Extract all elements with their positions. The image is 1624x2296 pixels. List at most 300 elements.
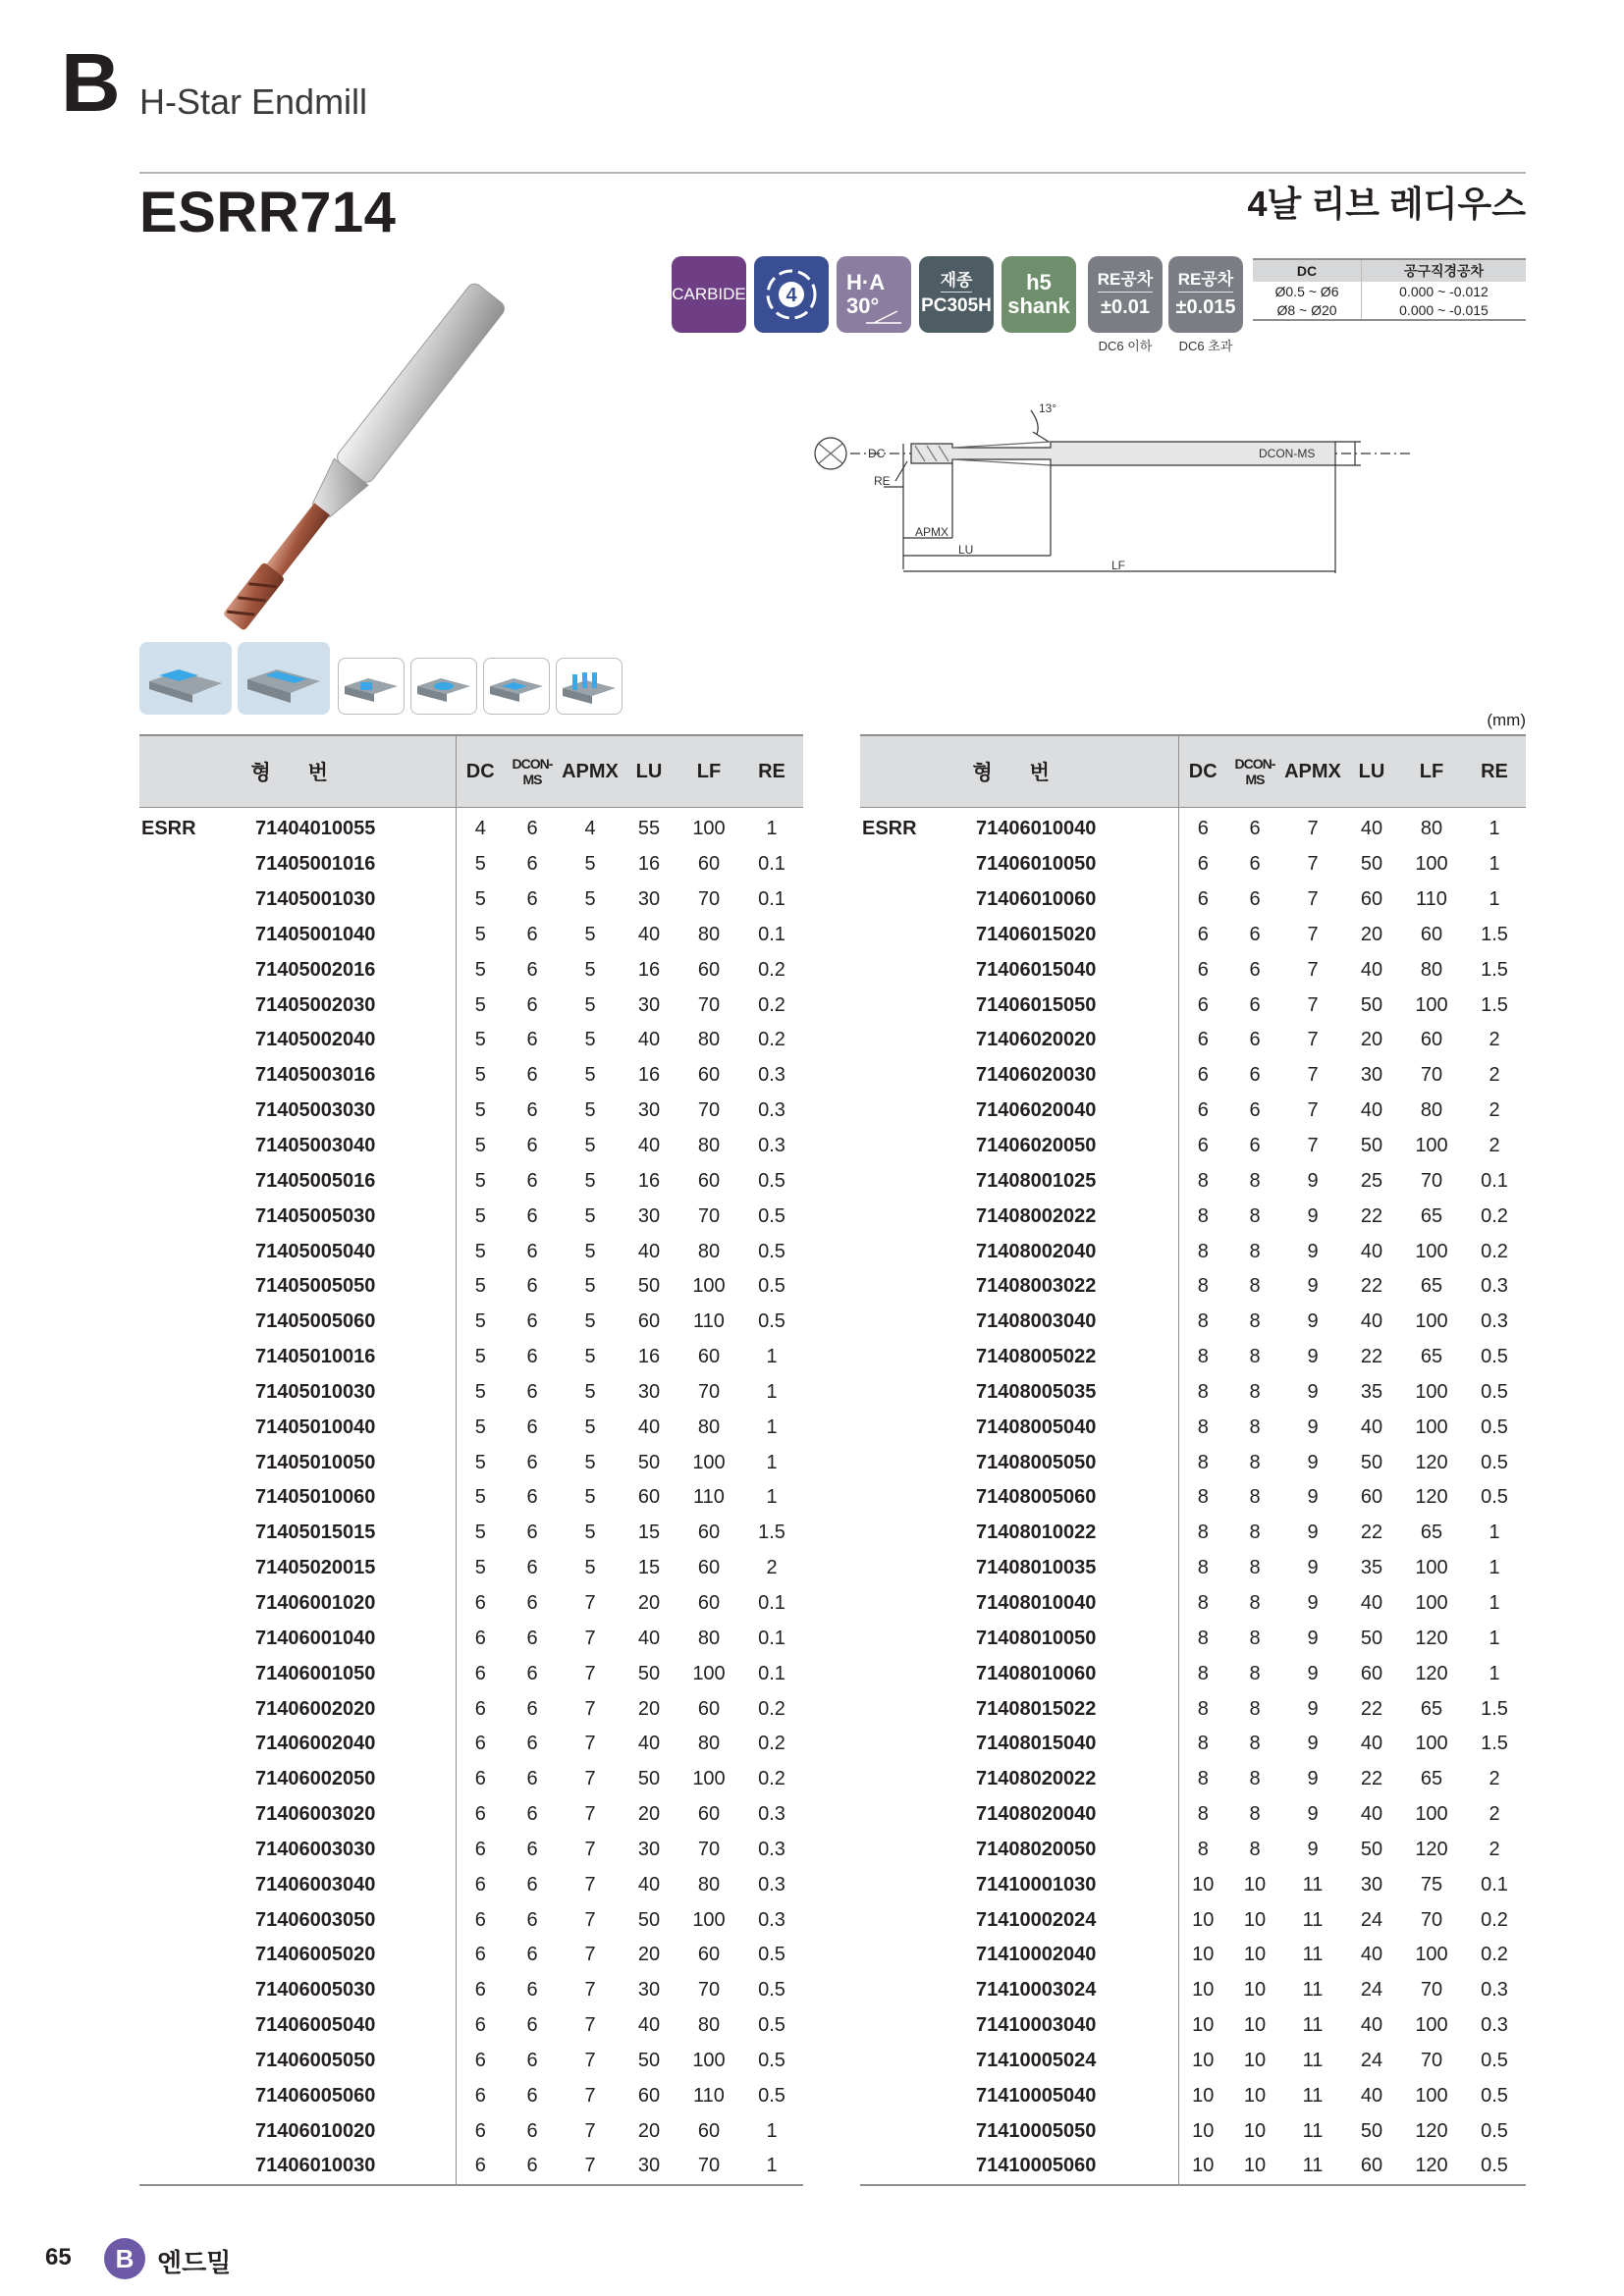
dcon-column-header: DCON-MS (505, 735, 560, 808)
series-cell (860, 2008, 976, 2044)
re-cell: 1.5 (1481, 1697, 1508, 1720)
series-cell (139, 1094, 255, 1129)
lu-cell: 30 (637, 1979, 661, 2002)
re-cell: 0.1 (758, 923, 785, 945)
dcon-cell: 6 (526, 1944, 538, 1966)
dc-cell: 6 (1197, 853, 1209, 876)
dc-cell: 5 (474, 1486, 486, 1509)
apmx-cell: 7 (584, 1803, 596, 1826)
lu-cell: 50 (637, 1908, 661, 1931)
dc-cell: 10 (1192, 2084, 1215, 2107)
re-cell: 0.5 (758, 1275, 785, 1298)
dc-cell: 5 (474, 1240, 486, 1262)
dcon-cell: 6 (526, 2119, 538, 2142)
dc-cell: 8 (1197, 1557, 1209, 1579)
lf-column-header: LF (677, 735, 740, 808)
lu-cell: 40 (637, 1029, 661, 1051)
lu-cell: 50 (1360, 1838, 1383, 1860)
code-cell: 71408003022 (976, 1269, 1178, 1305)
code-cell: 71408010050 (976, 1621, 1178, 1656)
lu-cell: 40 (1360, 1591, 1383, 1614)
tolerance-header-dc: DC (1253, 259, 1362, 282)
apmx-cell: 5 (584, 993, 596, 1016)
table-row (860, 1832, 1526, 1867)
lf-cell: 70 (1420, 1064, 1443, 1087)
table-row (860, 1023, 1526, 1058)
code-cell: 71405020015 (255, 1551, 456, 1586)
table-row (860, 2149, 1526, 2185)
apmx-cell: 9 (1307, 1557, 1319, 1579)
dc-cell: 8 (1197, 1803, 1209, 1826)
dcon-cell: 8 (1249, 1522, 1261, 1544)
helix-label: H·A (846, 269, 886, 294)
ramping-icon (483, 658, 550, 715)
code-cell: 71404010055 (255, 808, 456, 847)
dcon-cell: 6 (526, 1064, 538, 1087)
series-cell (860, 1691, 976, 1727)
dc-cell: 6 (1197, 923, 1209, 945)
re-tolerance-small-badge (1088, 256, 1163, 333)
apmx-cell: 5 (584, 888, 596, 911)
table-row (860, 1163, 1526, 1199)
series-cell (860, 1902, 976, 1938)
apmx-cell: 9 (1307, 1380, 1319, 1403)
apmx-cell: 7 (584, 1838, 596, 1860)
apmx-cell: 9 (1307, 1522, 1319, 1544)
dcon-cell: 6 (1249, 1099, 1261, 1122)
lf-cell: 80 (697, 2014, 721, 2037)
table-row (139, 2078, 803, 2113)
apmx-cell: 5 (584, 1204, 596, 1227)
table-row (860, 1058, 1526, 1094)
dcon-column-header: DCON-MS (1227, 735, 1282, 808)
series-cell (139, 1691, 255, 1727)
lu-cell: 35 (1360, 1557, 1383, 1579)
dcon-cell: 6 (526, 1803, 538, 1826)
lu-cell: 40 (637, 1135, 661, 1157)
re-cell: 0.2 (758, 1029, 785, 1051)
re-cell: 1.5 (1481, 1733, 1508, 1755)
dcon-cell: 6 (1249, 818, 1261, 840)
re-cell: 1 (766, 2119, 778, 2142)
dcon-cell: 6 (1249, 958, 1261, 981)
table-row (139, 2113, 803, 2149)
series-cell (860, 1199, 976, 1234)
table-row (860, 1445, 1526, 1480)
code-cell: 71408002040 (976, 1234, 1178, 1269)
dcon-cell: 6 (1249, 888, 1261, 911)
re-cell: 0.5 (758, 2049, 785, 2071)
re-cell: 0.1 (1481, 1873, 1508, 1896)
series-cell (860, 1973, 976, 2008)
profile-milling-icon (338, 658, 405, 715)
dcon-cell: 8 (1249, 1310, 1261, 1333)
dcon-cell: 10 (1243, 1908, 1267, 1931)
lf-cell: 100 (692, 1908, 726, 1931)
code-cell: 71408010040 (976, 1586, 1178, 1622)
dcon-cell: 6 (1249, 1135, 1261, 1157)
series-cell (139, 1586, 255, 1622)
table-row (860, 1410, 1526, 1445)
apmx-cell: 5 (584, 1346, 596, 1368)
left-table-body (139, 808, 803, 2185)
lf-cell: 70 (1420, 1908, 1443, 1931)
apmx-cell: 7 (584, 1944, 596, 1966)
re-tolerance-small-caption: RE공차 (1098, 271, 1153, 293)
lf-cell: 70 (697, 888, 721, 911)
dc-cell: 5 (474, 1135, 486, 1157)
re-cell: 1 (1489, 1557, 1500, 1579)
lf-cell: 60 (697, 1522, 721, 1544)
lu-cell: 22 (1360, 1204, 1383, 1227)
lf-cell: 60 (697, 1697, 721, 1720)
dcon-cell: 10 (1243, 2014, 1267, 2037)
lf-cell: 100 (692, 1662, 726, 1684)
dcon-cell: 6 (1249, 1064, 1261, 1087)
table-row (860, 988, 1526, 1023)
series-cell (139, 1163, 255, 1199)
table-row (860, 1902, 1526, 1938)
dcon-cell: 6 (526, 888, 538, 911)
re-cell: 1 (766, 1346, 778, 1368)
table-row (139, 1691, 803, 1727)
tolerance-value: 0.000 ~ -0.015 (1362, 300, 1527, 320)
lu-cell: 40 (1360, 818, 1383, 840)
tolerance-value: 0.000 ~ -0.012 (1399, 283, 1489, 299)
shank-badge (1001, 256, 1076, 333)
lu-cell: 50 (1360, 853, 1383, 876)
re-cell: 1.5 (1481, 958, 1508, 981)
re-tolerance-large-note: DC6 초과 (1178, 339, 1233, 353)
dc-cell: 5 (474, 1029, 486, 1051)
code-cell: 71406002040 (255, 1727, 456, 1762)
code-cell: 71406003030 (255, 1832, 456, 1867)
series-cell (860, 1163, 976, 1199)
apmx-cell: 9 (1307, 1591, 1319, 1614)
lu-cell: 24 (1360, 2049, 1383, 2071)
lu-cell: 50 (637, 1768, 661, 1790)
lf-cell: 80 (1420, 818, 1443, 840)
dcon-cell: 10 (1227, 2149, 1282, 2185)
apmx-cell: 11 (1302, 1979, 1324, 2002)
apmx-cell: 7 (1307, 1135, 1319, 1157)
code-cell: 71408005040 (976, 1410, 1178, 1445)
lu-cell: 50 (1360, 1627, 1383, 1649)
diagram-label-re: RE (874, 474, 891, 488)
dcon-cell: 6 (1249, 993, 1261, 1016)
table-row (139, 808, 803, 847)
table-row (139, 1516, 803, 1551)
re-cell: 0.5 (1481, 1486, 1508, 1509)
dcon-cell: 6 (526, 2084, 538, 2107)
lu-cell: 60 (1360, 888, 1383, 911)
dcon-cell: 6 (526, 1486, 538, 1509)
lf-cell: 100 (692, 1768, 726, 1790)
dcon-cell: 6 (526, 1346, 538, 1368)
dc-cell: 8 (1197, 1204, 1209, 1227)
dc-cell: 6 (1197, 818, 1209, 840)
dcon-cell: 6 (526, 1135, 538, 1157)
code-cell: 71405003040 (255, 1129, 456, 1164)
series-cell (860, 1797, 976, 1833)
apmx-cell: 5 (584, 1169, 596, 1192)
dcon-cell: 6 (526, 1873, 538, 1896)
lu-cell: 24 (1360, 1979, 1383, 2002)
table-row (860, 1094, 1526, 1129)
table-row (860, 1691, 1526, 1727)
rib-shape (557, 659, 622, 714)
code-cell: 71405001040 (255, 918, 456, 953)
table-row (860, 1129, 1526, 1164)
re-cell: 0.5 (1463, 2149, 1526, 2185)
table-row (139, 1867, 803, 1902)
apmx-cell: 7 (584, 2084, 596, 2107)
dcon-cell: 6 (526, 1240, 538, 1262)
dcon-cell: 8 (1249, 1346, 1261, 1368)
lf-cell: 65 (1420, 1697, 1443, 1720)
code-cell: 71406020040 (976, 1094, 1178, 1129)
apmx-cell: 5 (584, 1240, 596, 1262)
re-cell: 2 (1489, 1029, 1500, 1051)
code-cell: 71405010016 (255, 1340, 456, 1375)
dcon-cell: 6 (526, 2014, 538, 2037)
apmx-cell: 7 (584, 2014, 596, 2037)
lf-cell: 70 (697, 1838, 721, 1860)
lu-cell: 30 (637, 1838, 661, 1860)
re-cell: 0.3 (758, 1908, 785, 1931)
dc-cell: 6 (1197, 993, 1209, 1016)
lf-cell: 100 (1415, 1415, 1448, 1438)
lf-cell: 100 (692, 818, 726, 840)
code-cell: 71406005030 (255, 1973, 456, 2008)
re-cell: 0.5 (1481, 2119, 1508, 2142)
re-cell: 0.5 (758, 1944, 785, 1966)
lu-cell: 40 (637, 1873, 661, 1896)
apmx-cell: 9 (1307, 1733, 1319, 1755)
table-row (860, 1762, 1526, 1797)
table-row (139, 988, 803, 1023)
lu-cell: 60 (637, 1486, 661, 1509)
re-cell: 1 (740, 2149, 803, 2185)
dcon-cell: 6 (526, 1768, 538, 1790)
code-cell: 71406001020 (255, 1586, 456, 1622)
apmx-cell: 9 (1307, 1662, 1319, 1684)
series-cell (139, 1445, 255, 1480)
apmx-cell: 7 (584, 2049, 596, 2071)
series-cell (139, 1480, 255, 1516)
lf-cell: 110 (693, 2084, 725, 2107)
lf-cell: 110 (693, 1486, 725, 1509)
re-cell: 1 (1489, 1627, 1500, 1649)
series-cell (139, 2044, 255, 2079)
table-row (860, 918, 1526, 953)
apmx-cell: 11 (1302, 1944, 1324, 1966)
series-cell (860, 1867, 976, 1902)
lu-cell: 22 (1360, 1768, 1383, 1790)
model-subtitle: 4날 리브 레디우스 (1247, 184, 1526, 224)
series-cell (860, 1234, 976, 1269)
table-row (860, 2044, 1526, 2079)
dc-cell: 6 (1197, 958, 1209, 981)
code-cell: 71406002050 (255, 1762, 456, 1797)
dc-cell: 8 (1197, 1662, 1209, 1684)
series-cell (860, 1586, 976, 1622)
lf-cell: 60 (697, 1169, 721, 1192)
apmx-column-header: APMX (560, 735, 621, 808)
re-cell: 0.2 (1481, 1240, 1508, 1262)
lu-cell: 50 (1360, 1451, 1383, 1473)
table-row (139, 1410, 803, 1445)
series-cell (860, 1094, 976, 1129)
lf-cell: 70 (697, 1099, 721, 1122)
series-cell (139, 918, 255, 953)
code-cell: 71406005050 (255, 2044, 456, 2079)
section-label: 엔드밀 (157, 2248, 232, 2277)
dcon-cell: 6 (526, 1029, 538, 1051)
section-letter: B (61, 36, 121, 129)
series-cell (139, 1058, 255, 1094)
code-cell: 71408005035 (976, 1375, 1178, 1411)
dcon-cell: 10 (1243, 2084, 1267, 2107)
lf-cell: 80 (697, 1415, 721, 1438)
tolerance-dc: Ø0.5 ~ Ø6 (1253, 282, 1362, 300)
table-row (860, 1656, 1526, 1691)
code-cell: 71410002040 (976, 1938, 1178, 1973)
apmx-cell: 5 (584, 1522, 596, 1544)
code-cell: 71406001050 (255, 1656, 456, 1691)
pocket-shape (411, 659, 476, 714)
dcon-cell: 6 (526, 923, 538, 945)
series-cell (860, 1762, 976, 1797)
series-cell (139, 2008, 255, 2044)
series-cell (860, 988, 976, 1023)
dc-cell: 6 (474, 2119, 486, 2142)
apmx-cell: 5 (584, 1099, 596, 1122)
lu-cell: 20 (637, 2119, 661, 2142)
code-cell: 71406003020 (255, 1797, 456, 1833)
apmx-cell: 7 (584, 1662, 596, 1684)
table-row (139, 1269, 803, 1305)
table-row (139, 1762, 803, 1797)
lf-cell: 100 (1415, 853, 1448, 876)
dc-cell: 5 (474, 1204, 486, 1227)
code-cell: 71406005060 (255, 2078, 456, 2113)
series-cell (860, 1269, 976, 1305)
code-cell: 71405001016 (255, 847, 456, 882)
lf-cell: 100 (1415, 1310, 1448, 1333)
dcon-cell: 6 (1249, 923, 1261, 945)
apmx-cell: 5 (584, 923, 596, 945)
lf-cell: 120 (1415, 1838, 1448, 1860)
lf-cell: 70 (697, 1204, 721, 1227)
re-cell: 0.5 (1481, 1346, 1508, 1368)
dc-cell: 5 (474, 1169, 486, 1192)
dc-cell: 8 (1197, 1310, 1209, 1333)
table-row (860, 847, 1526, 882)
series-cell (139, 847, 255, 882)
apmx-cell: 9 (1307, 1838, 1319, 1860)
code-cell: 71408015022 (976, 1691, 1178, 1727)
lf-cell: 60 (697, 853, 721, 876)
re-cell: 0.2 (1481, 1204, 1508, 1227)
series-cell (139, 1762, 255, 1797)
lf-cell: 120 (1415, 1486, 1448, 1509)
code-cell: 71406001040 (255, 1621, 456, 1656)
series-cell (139, 1938, 255, 1973)
re-cell: 2 (1489, 1099, 1500, 1122)
table-row (139, 1163, 803, 1199)
lf-cell: 60 (697, 1346, 721, 1368)
re-cell: 0.3 (1481, 1310, 1508, 1333)
dc-cell: 8 (1197, 1346, 1209, 1368)
lu-cell: 40 (1360, 2084, 1383, 2107)
dc-cell: 6 (474, 1838, 486, 1860)
code-cell: 71408003040 (976, 1305, 1178, 1340)
code-cell: 71406002020 (255, 1691, 456, 1727)
dcon-cell: 6 (526, 1275, 538, 1298)
dc-cell: 8 (1197, 1415, 1209, 1438)
lu-cell: 40 (1360, 1310, 1383, 1333)
apmx-cell: 7 (584, 1591, 596, 1614)
table-row (139, 1094, 803, 1129)
code-cell: 71408005022 (976, 1340, 1178, 1375)
dc-cell: 8 (1197, 1697, 1209, 1720)
lu-cell: 40 (637, 923, 661, 945)
dc-cell: 5 (474, 1310, 486, 1333)
dcon-cell: 10 (1243, 1873, 1267, 1896)
re-cell: 1.5 (758, 1522, 785, 1544)
series-cell (139, 1410, 255, 1445)
re-cell: 0.2 (758, 993, 785, 1016)
re-cell: 0.3 (1481, 1275, 1508, 1298)
lf-cell: 110 (1416, 888, 1447, 911)
dcon-cell: 6 (526, 853, 538, 876)
lf-cell: 100 (692, 1275, 726, 1298)
lu-cell: 16 (637, 853, 661, 876)
dcon-cell: 10 (1243, 2119, 1267, 2142)
re-cell: 0.1 (758, 853, 785, 876)
dc-cell: 8 (1197, 1275, 1209, 1298)
series-cell (139, 1269, 255, 1305)
dc-cell: 6 (474, 2049, 486, 2071)
code-cell: 71406015040 (976, 952, 1178, 988)
re-cell: 0.2 (758, 958, 785, 981)
dc-cell: 6 (474, 1627, 486, 1649)
dc-cell: 5 (474, 1064, 486, 1087)
lf-cell: 65 (1420, 1204, 1443, 1227)
lf-cell: 70 (1420, 1169, 1443, 1192)
lf-cell: 100 (1415, 1557, 1448, 1579)
apmx-cell: 5 (584, 1415, 596, 1438)
lu-cell: 24 (1360, 1908, 1383, 1931)
re-cell: 0.3 (758, 1803, 785, 1826)
model-title: ESRR714 (139, 181, 397, 244)
lu-column-header: LU (621, 735, 677, 808)
table-row (860, 2008, 1526, 2044)
code-cell: 71406020030 (976, 1058, 1178, 1094)
series-cell (860, 1480, 976, 1516)
dc-cell: 5 (474, 1275, 486, 1298)
code-cell: 71410005050 (976, 2113, 1178, 2149)
table-row (139, 1621, 803, 1656)
lf-cell: 80 (1420, 1099, 1443, 1122)
lf-cell: 70 (1420, 1979, 1443, 2002)
code-cell: 71405002016 (255, 952, 456, 988)
dc-cell: 5 (474, 1099, 486, 1122)
series-cell (860, 1938, 976, 1973)
apmx-cell: 9 (1307, 1451, 1319, 1473)
dcon-cell: 6 (505, 2149, 560, 2185)
